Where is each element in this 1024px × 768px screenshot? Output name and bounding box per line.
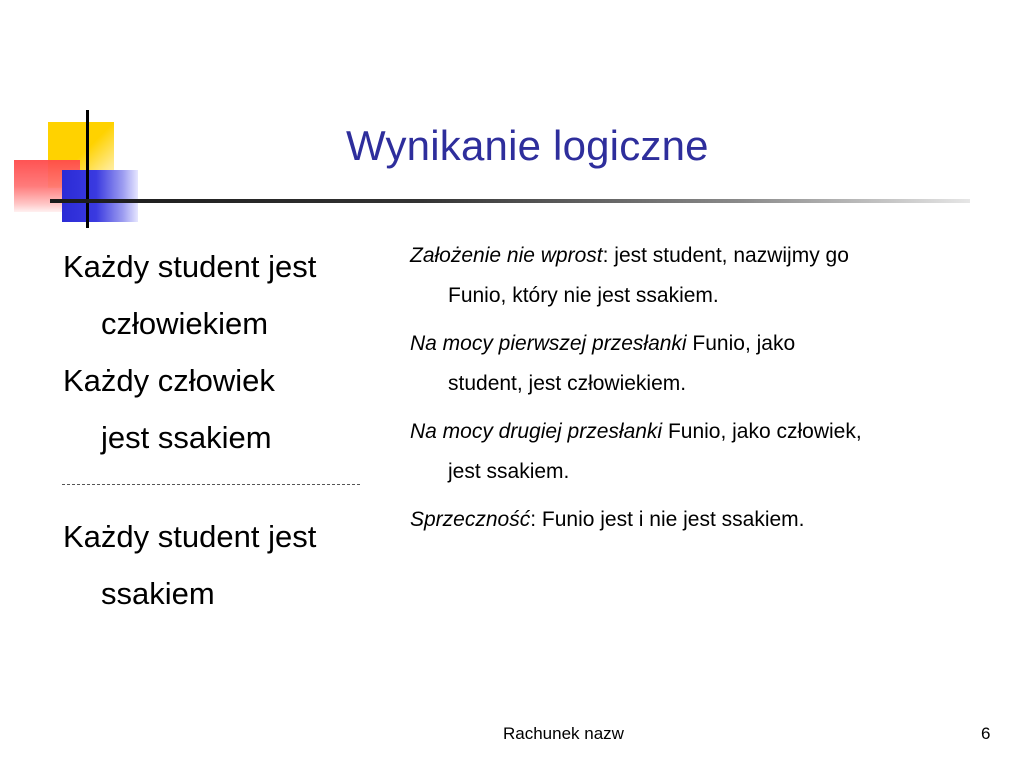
title-underline — [50, 199, 970, 203]
premise-1-line-1: Każdy student jest — [63, 249, 317, 284]
reasoning — [410, 236, 1000, 548]
reasoning-step-2-text-2: student, jest człowiekiem. — [448, 372, 687, 395]
page-number: 6 — [981, 724, 991, 743]
premise-1-line-2: człowiekiem — [101, 306, 269, 341]
logo-blue-square — [62, 170, 138, 222]
premises — [63, 238, 383, 466]
reasoning-step-2 — [410, 324, 1000, 404]
reasoning-step-1-label: Założenie nie wprost — [410, 244, 603, 267]
reasoning-step-1 — [410, 236, 1000, 316]
reasoning-step-1-text-1: : jest student, nazwijmy go — [602, 244, 849, 267]
reasoning-step-4-label: Sprzeczność — [410, 508, 531, 531]
reasoning-step-3 — [410, 412, 1000, 492]
decorative-logo — [0, 0, 170, 240]
conclusion-line-2: ssakiem — [101, 576, 215, 611]
premise-2-line-1: Każdy człowiek — [63, 363, 275, 398]
reasoning-step-4-text-1: : Funio jest i nie jest ssakiem. — [530, 508, 805, 531]
footer-title: Rachunek nazw — [503, 724, 624, 743]
reasoning-step-3-text-2: jest ssakiem. — [448, 460, 570, 483]
logo-vertical-line — [86, 110, 89, 228]
conclusion-line-1: Każdy student jest — [63, 519, 317, 554]
slide-title: Wynikanie logiczne — [346, 122, 709, 169]
reasoning-step-4 — [410, 500, 1000, 540]
reasoning-step-3-text-1: Funio, jako człowiek, — [662, 420, 862, 443]
syllogism-divider — [62, 484, 360, 485]
reasoning-step-3-label: Na mocy drugiej przesłanki — [410, 420, 663, 443]
conclusion — [63, 508, 383, 622]
reasoning-step-1-text-2: Funio, który nie jest ssakiem. — [448, 284, 719, 307]
premise-2-line-2: jest ssakiem — [101, 420, 272, 455]
reasoning-step-2-text-1: Funio, jako — [686, 332, 796, 355]
reasoning-step-2-label: Na mocy pierwszej przesłanki — [410, 332, 687, 355]
